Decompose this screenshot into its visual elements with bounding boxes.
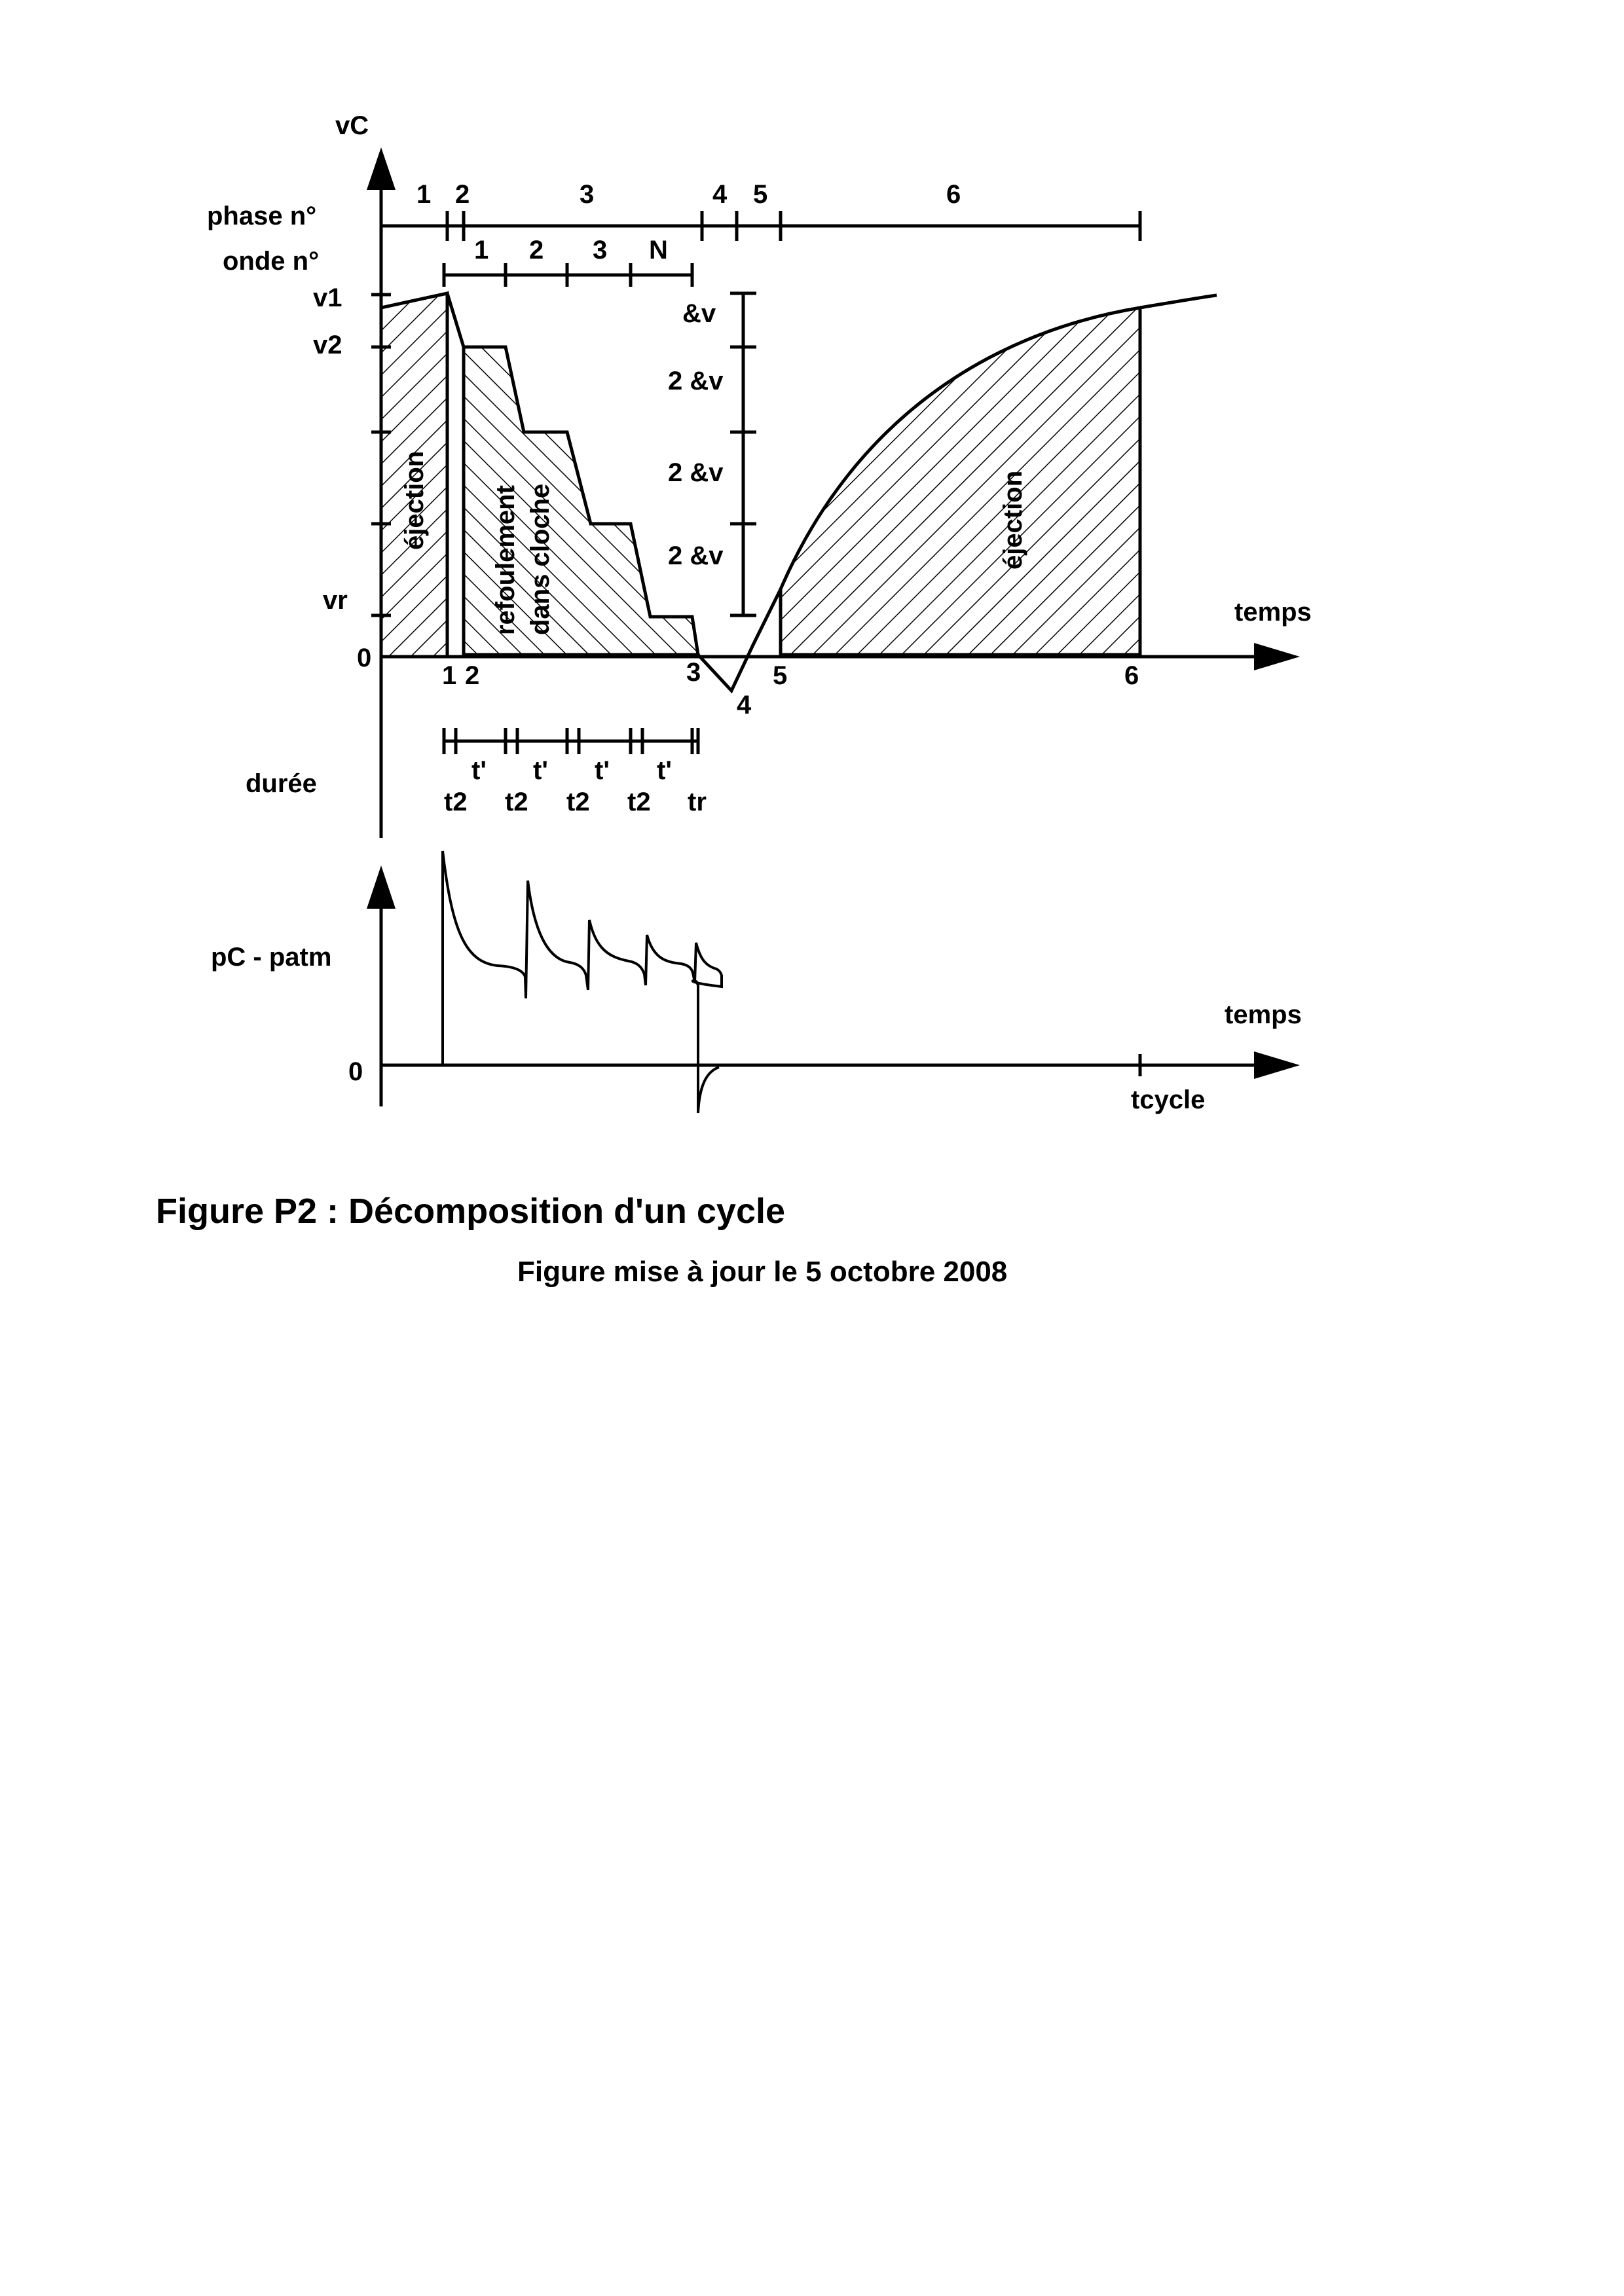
tcycle-label: tcycle (1131, 1085, 1206, 1114)
y-tick-zero: 0 (357, 644, 372, 672)
pressure-curve (443, 851, 722, 1113)
wave-number-1: 1 (474, 236, 489, 264)
phase-number-5: 5 (753, 180, 768, 209)
figure-caption: Figure P2 : Décomposition d'un cycle (156, 1192, 786, 1231)
delta-label-4: 2 &v (668, 541, 724, 570)
delta-label-2: 2 &v (668, 367, 724, 395)
duration-tprime-4: t' (657, 756, 672, 785)
delta-label-1: &v (682, 299, 716, 328)
duration-tprime-2: t' (533, 756, 548, 785)
y-tick-v2: v2 (313, 331, 342, 359)
phase-number-2: 2 (455, 180, 470, 209)
duration-t2-2: t2 (505, 788, 528, 816)
y-tick-v1: v1 (313, 283, 342, 312)
duration-tprime-1: t' (471, 756, 487, 785)
duration-row-label: durée (246, 769, 317, 798)
p-axis-label: pC - patm (211, 943, 332, 972)
wave-row-label: onde n° (223, 247, 320, 276)
region-label-cloche: dans cloche (526, 483, 555, 635)
phase-number-6: 6 (946, 180, 961, 209)
duration-t2-4: t2 (627, 788, 651, 816)
pressure-diagram (211, 851, 1302, 1114)
figure-update-note: Figure mise à jour le 5 octobre 2008 (517, 1256, 1008, 1288)
axis-point-2: 2 (465, 661, 480, 690)
phase-row-label: phase n° (207, 202, 317, 230)
v-axis-label: vC (335, 111, 369, 140)
axis-point-3: 3 (686, 658, 701, 687)
duration-t2-1: t2 (444, 788, 468, 816)
region-label-ejection-left: éjection (400, 450, 429, 550)
phase-number-4: 4 (712, 180, 728, 209)
axis-point-1: 1 (442, 661, 457, 690)
delta-label-3: 2 &v (668, 458, 724, 487)
ejection-right-area (781, 308, 1140, 655)
time-axis-label: temps (1234, 598, 1312, 627)
region-label-ejection-right: éjection (999, 470, 1027, 570)
region-label-refoulement: refoulement (491, 485, 520, 635)
p-time-axis-label: temps (1225, 1000, 1302, 1029)
velocity-diagram (207, 111, 1312, 838)
axis-point-6: 6 (1124, 661, 1139, 690)
duration-tprime-3: t' (595, 756, 610, 785)
axis-point-4: 4 (737, 691, 752, 720)
wave-number-3: 3 (593, 236, 608, 264)
y-tick-vr: vr (323, 586, 348, 615)
time-axis-arrow (1254, 643, 1300, 670)
p-axis-arrow (367, 866, 396, 909)
duration-tr: tr (688, 788, 707, 816)
wave-number-N: N (649, 236, 668, 264)
axis-point-5: 5 (773, 661, 788, 690)
p-zero-label: 0 (348, 1057, 363, 1086)
duration-t2-3: t2 (566, 788, 590, 816)
wave-number-2: 2 (529, 236, 544, 264)
v-axis-arrow (367, 147, 396, 190)
p-time-axis-arrow (1254, 1051, 1300, 1079)
phase-number-1: 1 (416, 180, 432, 209)
phase-number-3: 3 (580, 180, 595, 209)
